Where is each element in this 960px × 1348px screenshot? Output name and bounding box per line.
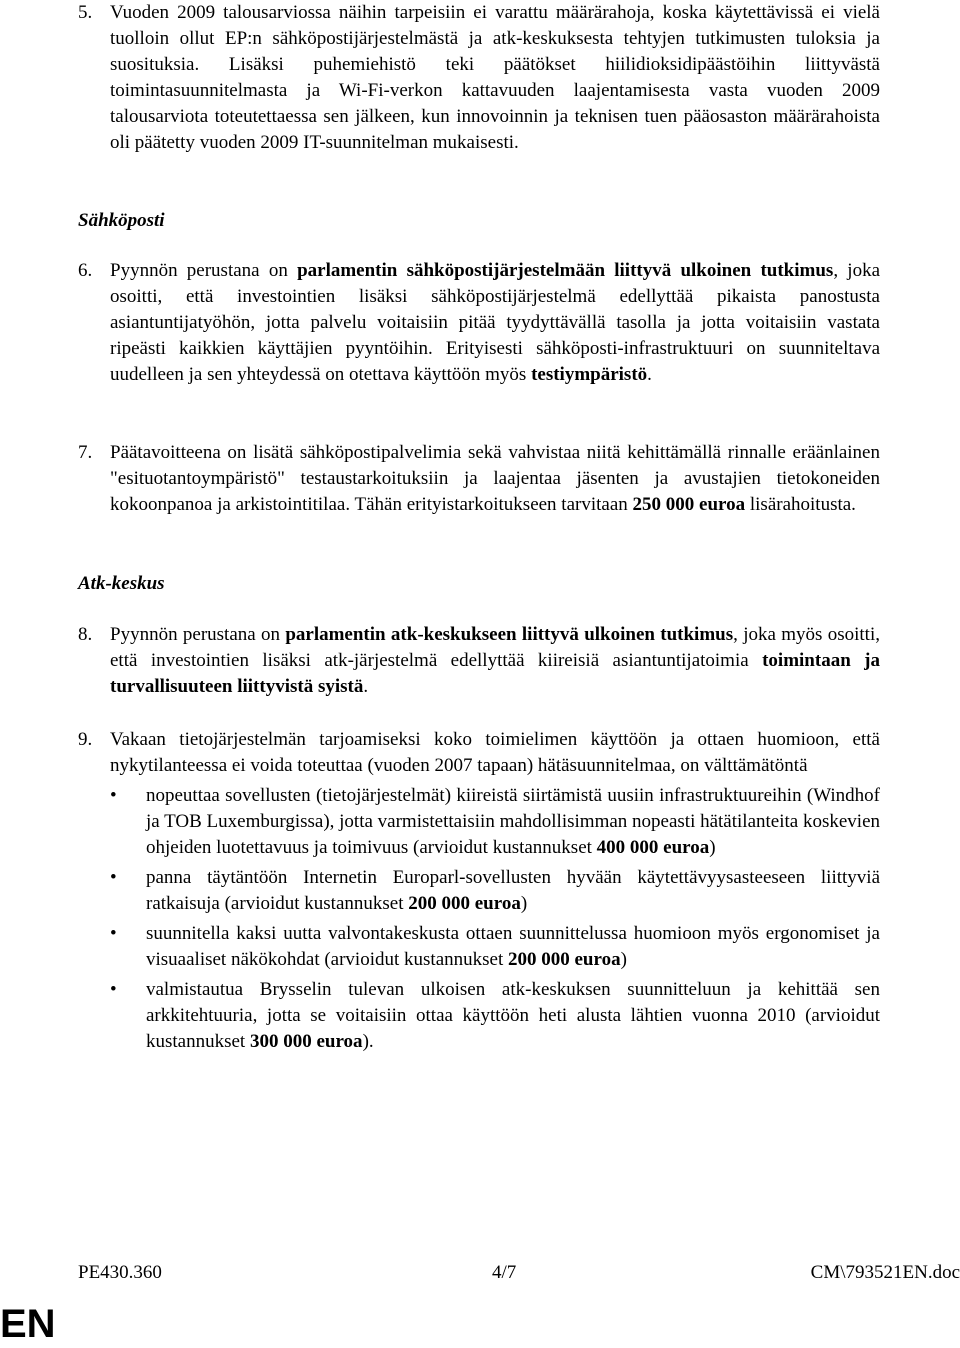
paragraph-body [110,727,880,1055]
bullet-icon: • [110,923,117,944]
document-reference: PE430.360 [78,1262,162,1283]
section-heading-email: Sähköposti [78,210,165,231]
bold-text: 250 000 euroa [632,494,746,515]
paragraph-text [110,440,880,518]
paragraph-number: 6. [78,260,93,281]
section-heading-datacenter: Atk-keskus [78,573,165,594]
text-run: ). [362,1031,374,1052]
text-run: Päätavoitteena on lisätä sähköpostipalvelimia sekä vahvistaa niitä kehittämällä rinnalle eräänlainen "esituotantoympäristö" testaustarkoituksiin ja laajentaa jäsenten ja avustajien tietokoneiden kokoonpanoa ja arkistointitilaa. Tähän erityistarkoitukseen tarvitaan [110,442,880,515]
paragraph-number: 7. [78,442,93,463]
list-item [110,977,880,1055]
bullet-icon: • [110,979,117,1000]
paragraph-8 [78,622,880,700]
bold-text: testiympäristö [531,364,648,385]
list-item [110,921,880,973]
language-code: EN [0,1302,56,1346]
paragraph-text: Vakaan tietojärjestelmän tarjoamiseksi koko toimielimen käyttöön ja ottaen huomioon, että nykytilanteessa ei voida toteuttaa (vuoden 2007 tapaan) hätäsuunnitelmaa, on välttämätöntä [110,729,880,776]
paragraph-6 [78,258,880,388]
bold-text: parlamentin sähköpostijärjestelmään liittyvä ulkoinen tutkimus [297,260,834,281]
paragraph-number: 5. [78,2,93,23]
file-name: CM\793521EN.doc [810,1262,960,1283]
text-run: lisärahoitusta. [745,494,856,515]
bullet-icon: • [110,785,117,806]
bold-text: 400 000 euroa [596,837,710,858]
paragraph-number: 9. [78,729,93,750]
page-footer [78,1260,960,1286]
list-item [110,865,880,917]
bold-text: toimintaan ja turvallisuuteen liittyvistä syistä [110,650,881,697]
text-run: . [647,364,652,385]
text-run: , joka myös osoitti, että investointien lisäksi atk-järjestelmä edellyttää kiireisiä asiantuntijatoimia [110,624,880,671]
bullet-icon: • [110,867,117,888]
paragraph-9 [78,727,880,1059]
bold-text: 200 000 euroa [507,949,621,970]
paragraph-text: Vuoden 2009 talousarviossa näihin tarpeisiin ei varattu määrärahoja, koska käytettävissä ei vielä tuolloin ollut EP:n sähköpostijärjestelmästä ja atk-keskuksesta tehtyjen tutkimusten tuloksia ja suosituksia. Lisäksi puhemiehistö teki päätökset hiilidioksidipäästöihin liittyvästä toimintasuunnitelmasta ja Wi-Fi-verkon kattavuuden laajentamisesta vasta vuoden 2009 talousarviota toteutettaessa sen jälkeen, kun innovoinnin ja teknisen tuen pääosaston määrärahoista oli päätetty vuoden 2009 IT-suunnitelman mukaisesti. [110,2,880,153]
text-run: ) [620,949,627,970]
bold-text: parlamentin atk-keskukseen liittyvä ulkoinen tutkimus [285,624,734,645]
paragraph-text [110,258,880,388]
text-run: valmistautua Brysselin tulevan ulkoisen atk-keskuksen suunnitteluun ja kehittää sen arkkitehtuuria, jotta se voitaisiin ottaa käyttöön heti alusta lähtien vuonna 2010 (arvioidut kustannukset [146,979,880,1052]
text-run: , joka osoitti, että investointien lisäksi sähköpostijärjestelmä edellyttää pikaista panostusta asiantuntijatyöhön, jotta palvelu voitaisiin pitää tyydyttävällä tasolla ja jotta voitaisiin vastata ripeästi kaikkien käyttäjien pyyntöihin. Erityisesti sähköposti-infrastruktuuri on suunniteltava uudelleen ja sen yhteydessä on otettava käyttöön myös [110,260,881,385]
bullet-list [110,783,880,1055]
text-run: ) [520,893,528,914]
text-run: nopeuttaa sovellusten (tietojärjestelmät) kiireistä siirtämistä uusiin infrastruktuureihin (Windhof ja TOB Luxemburgissa), jotta varmistettaisiin mahdollisimman nopeasti hätätilanteita koskevien ohjeiden luotettavuus ja toimivuus (arvioidut kustannukset [146,785,881,858]
paragraph-number: 8. [78,624,93,645]
text-run: Pyynnön perustana on [110,260,298,281]
text-run: . [363,676,369,697]
text-run: Pyynnön perustana on [110,624,286,645]
page-number: 4/7 [492,1262,517,1283]
paragraph-text [110,622,880,700]
paragraph-7 [78,440,880,518]
paragraph-5 [78,0,880,156]
bold-text: 200 000 euroa [408,893,521,914]
text-run: panna täytäntöön Internetin Europarl-sovellusten hyvään käytettävyysasteeseen liittyviä ratkaisuja (arvioidut kustannukset [146,867,880,914]
list-item [110,783,880,861]
text-run: suunnitella kaksi uutta valvontakeskusta ottaen suunnittelussa huomioon myös ergonomiset ja visuaaliset näkökohdat (arvioidut kustannukset [146,923,880,970]
text-run: ) [709,837,716,858]
bold-text: 300 000 euroa [249,1031,363,1052]
